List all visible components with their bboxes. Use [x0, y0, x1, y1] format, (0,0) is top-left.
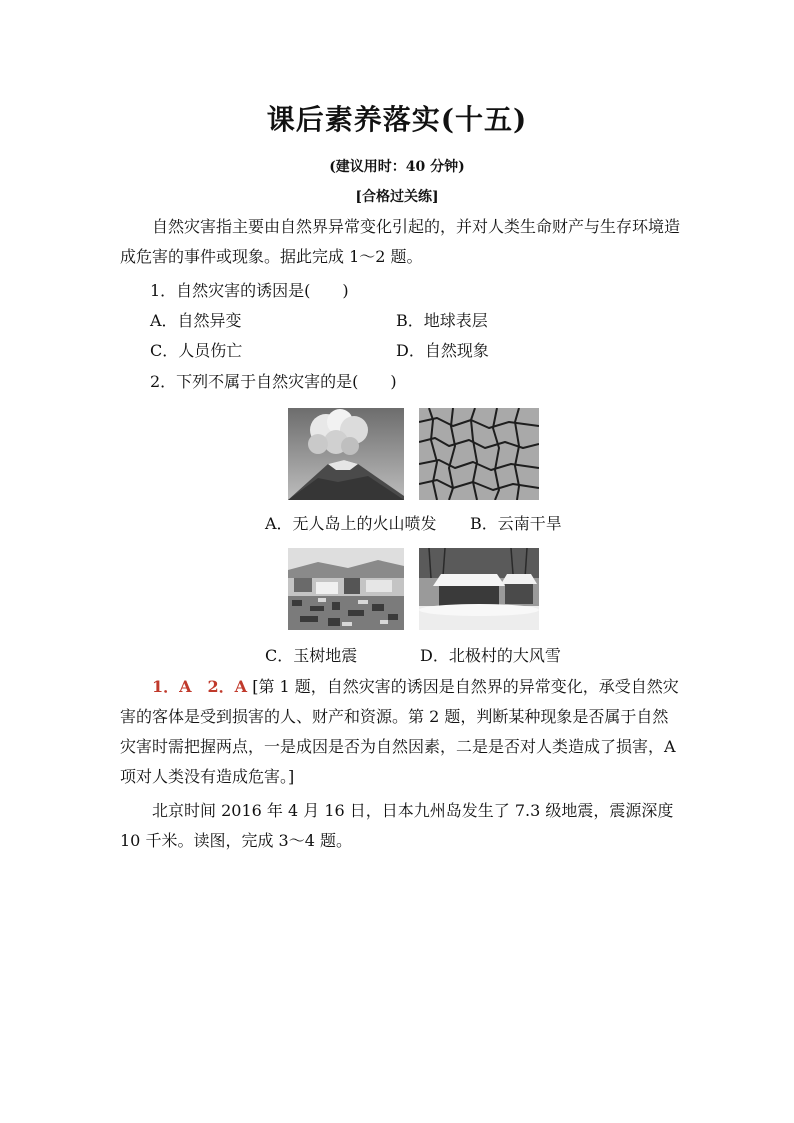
q1-option-b: B．地球表层	[396, 311, 488, 330]
page-title: 课后素养落实(十五)	[266, 103, 528, 136]
answer-text: [第 1 题，自然灾害的诱因是自然界的异常变化，承受自然灾害的客体是受到损害的人、财产和资源。第 2 题，判断某种现象是否属于自然灾害时需把握两点，一是成因是否为自然因素，二是是否对人类造成了损害，A 项对人类没有造成危害。]	[120, 677, 679, 786]
answer-key: 1．A 2．A	[152, 677, 248, 696]
next-question-intro: 北京时间 2016 年 4 月 16 日，日本九州岛发生了 7.3 级地震，震源深度 10 千米。读图，完成 3～4 题。	[120, 801, 674, 850]
q2-caption-b: B．云南干旱	[470, 514, 562, 533]
question-2-stem: 2．下列不属于自然灾害的是( )	[150, 372, 397, 391]
section-heading: [合格过关练]	[355, 189, 439, 205]
q2-caption-c: C．玉树地震	[265, 646, 358, 665]
drought-cracked-earth-image	[419, 408, 539, 500]
q1-option-a: A．自然异变	[150, 311, 242, 330]
q2-caption-a: A．无人岛上的火山喷发	[265, 514, 437, 533]
answer-explanation	[120, 672, 680, 792]
volcano-eruption-image	[288, 408, 404, 500]
q1-option-c: C．人员伤亡	[150, 341, 243, 360]
snowstorm-house-image	[419, 548, 539, 630]
q1-option-d: D．自然现象	[396, 341, 489, 360]
suggested-time: (建议用时：40 分钟)	[329, 159, 465, 175]
earthquake-ruins-image	[288, 548, 404, 630]
q2-caption-d: D．北极村的大风雪	[420, 646, 561, 665]
question-1-stem: 1．自然灾害的诱因是( )	[150, 281, 349, 300]
question-intro: 自然灾害指主要由自然界异常变化引起的，并对人类生命财产与生存环境造成危害的事件或现象。据此完成 1～2 题。	[120, 217, 681, 266]
